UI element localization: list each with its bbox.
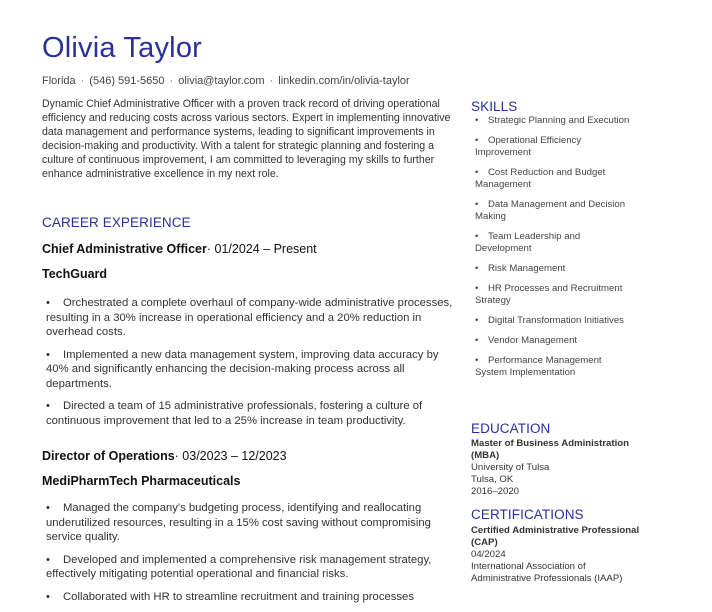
certifications-heading: CERTIFICATIONS [471,507,584,522]
job-dates: · 01/2024 – Present [206,242,317,256]
skill-text: Team Leadership and Development [475,231,581,254]
bullet-icon: • [475,263,479,274]
bullet-icon: • [475,115,479,126]
contact-line [42,75,410,87]
contact-linkedin[interactable]: linkedin.com/in/olivia-taylor [278,75,410,87]
list-item [42,348,456,392]
list-item [471,167,631,191]
skill-text: HR Processes and Recruitment Strategy [475,283,623,306]
separator: · [269,75,274,87]
bullet-icon: • [46,502,50,514]
bullet-icon: • [475,231,479,242]
bullet-icon: • [46,400,50,412]
job-title: Chief Administrative Officer [42,242,207,256]
skill-text: Operational Efficiency Improvement [475,135,582,158]
bullet-icon: • [475,283,479,294]
bullet-icon: • [46,590,50,603]
contact-phone: (546) 591-5650 [89,75,165,87]
degree: Master of Business Administration (MBA) [471,438,629,461]
job-title: Director of Operations [42,449,175,463]
bullet-text: Collaborated with HR to streamline recruitment and training processes [63,590,414,603]
list-item [471,283,631,307]
bullet-text: Developed and implemented a comprehensive risk management strategy, effectively mitigating potential operational and financial risks. [46,553,432,580]
job-title-line [42,449,287,463]
skill-text: Performance Management System Implementation [475,355,602,378]
candidate-name: Olivia Taylor [42,32,203,64]
list-item [471,199,631,223]
list-item [42,296,456,340]
certification-date: 04/2024 [471,549,506,560]
bullet-text: Implemented a new data management system, improving data accuracy by 40% and significantly enhancing the decision-making process across all departments. [46,348,439,390]
list-item [471,135,631,159]
list-item [42,399,456,428]
bullet-icon: • [46,348,50,361]
list-item [471,115,631,127]
list-item [471,355,631,379]
contact-location: Florida [42,75,76,87]
job-dates: · 03/2023 – 12/2023 [174,449,287,463]
skills-heading: SKILLS [471,99,518,114]
job-bullets [42,501,456,612]
education-heading: EDUCATION [471,421,551,436]
bullet-icon: • [475,167,479,178]
skill-text: Vendor Management [488,335,578,346]
skill-text: Data Management and Decision Making [475,199,626,222]
list-item [42,590,456,605]
company-name: MediPharmTech Pharmaceuticals [42,474,241,488]
experience-heading: CAREER EXPERIENCE [42,215,191,230]
bullet-icon: • [475,355,479,366]
list-item [471,231,631,255]
education-years: 2016–2020 [471,486,520,497]
bullet-text: Managed the company's budgeting process, identifying and reallocating underutilized resources, resulting in a 15% cost saving without compromising service quality. [46,502,431,543]
separator: · [169,75,174,87]
skill-text: Risk Management [488,263,566,274]
separator: · [80,75,85,87]
bullet-icon: • [46,553,50,566]
skill-text: Cost Reduction and Budget Management [475,167,606,190]
skills-list [471,115,631,387]
education-entry [471,438,641,498]
bullet-text: Orchestrated a complete overhaul of company-wide administrative processes, resulting in a 30% increase in operational efficiency and a 20% reduction in overhead costs. [46,297,453,338]
list-item [471,335,631,347]
certification-name: Certified Administrative Professional (CAP) [471,525,640,548]
contact-email[interactable]: olivia@taylor.com [178,75,265,87]
job-title-line [42,242,317,256]
company-name: TechGuard [42,267,108,281]
bullet-icon: • [475,135,479,146]
school-location: Tulsa, OK [471,474,514,485]
list-item [42,553,456,582]
skill-text: Digital Transformation Initiatives [488,315,624,326]
bullet-icon: • [475,315,479,326]
school: University of Tulsa [471,462,550,473]
job-bullets [42,296,456,436]
bullet-text: Directed a team of 15 administrative professionals, fostering a culture of continuous improvement that led to a 25% increase in team productivity. [46,400,423,427]
bullet-icon: • [475,335,479,346]
list-item [471,263,631,275]
list-item [42,501,456,545]
bullet-icon: • [475,199,479,210]
certification-issuer: International Association of Administrative Professionals (IAAP) [471,561,623,584]
professional-summary: Dynamic Chief Administrative Officer with a proven track record of driving operational efficiency and reducing costs across various sectors. Expert in implementing innovative data management and performance systems, leading to significant improvements in decision-making and productivity. With a talent for strategic planning and fostering a culture of continuous improvement, I am committed to leveraging my skills to further enhance administrative excellence in my next role. [42,98,451,180]
bullet-icon: • [46,297,50,309]
list-item [471,315,631,327]
skill-text: Strategic Planning and Execution [488,115,630,126]
certification-entry [471,525,641,585]
